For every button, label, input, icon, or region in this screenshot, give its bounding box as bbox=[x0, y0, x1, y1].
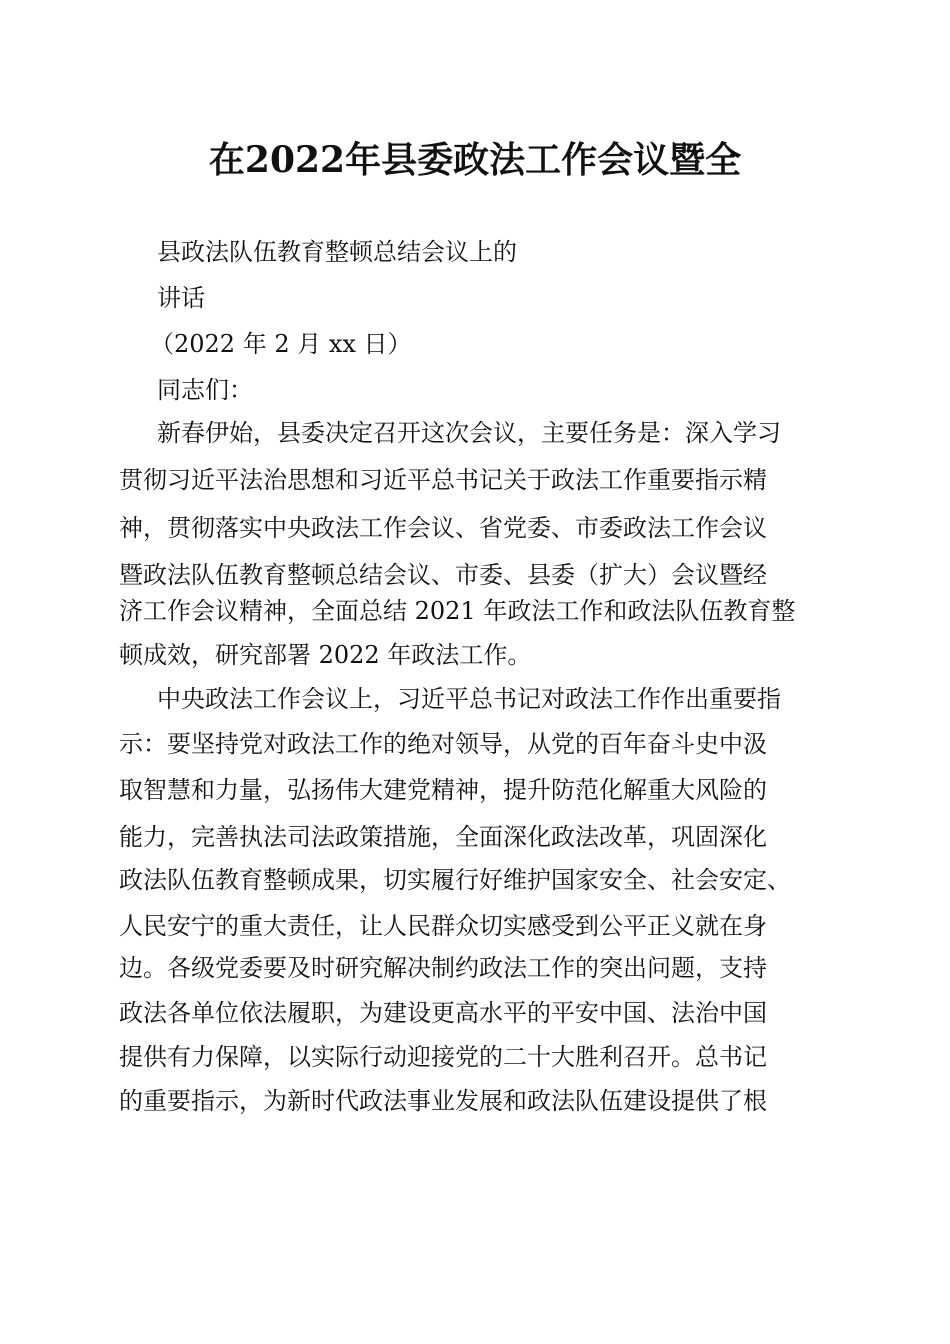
paragraph1-line: 神，贯彻落实中央政法工作会议、省党委、市委政法工作会议 bbox=[119, 514, 767, 542]
paragraph2-line: 边。各级党委要及时研究解决制约政法工作的突出问题，支持 bbox=[119, 954, 767, 982]
paragraph1-line: 济工作会议精神，全面总结 2021 年政法工作和政法队伍教育整 bbox=[119, 597, 796, 625]
paragraph2-line: 取智慧和力量，弘扬伟大建党精神，提升防范化解重大风险的 bbox=[119, 776, 767, 804]
subtitle-line-1: 县政法队伍教育整顿总结会议上的 bbox=[157, 238, 517, 266]
paragraph2-line: 能力，完善执法司法政策措施，全面深化政法改革，巩固深化 bbox=[119, 823, 767, 851]
paragraph1-line: 顿成效，研究部署 2022 年政法工作。 bbox=[119, 641, 532, 669]
document-title: 在2022年县委政法工作会议暨全 bbox=[208, 139, 742, 181]
paragraph1-line: 暨政法队伍教育整顿总结会议、市委、县委（扩大）会议暨经 bbox=[119, 561, 767, 589]
subtitle-line-2: 讲话 bbox=[157, 284, 205, 312]
paragraph2-line: 人民安宁的重大责任，让人民群众切实感受到公平正义就在身 bbox=[119, 912, 767, 940]
paragraph2-line: 政法队伍教育整顿成果，切实履行好维护国家安全、社会安定、 bbox=[119, 866, 791, 894]
paragraph2-line: 的重要指示，为新时代政法事业发展和政法队伍建设提供了根 bbox=[119, 1087, 767, 1115]
salutation: 同志们： bbox=[157, 376, 253, 404]
paragraph2-line: 政法各单位依法履职，为建设更高水平的平安中国、法治中国 bbox=[119, 999, 767, 1027]
paragraph2-line: 提供有力保障，以实际行动迎接党的二十大胜利召开。总书记 bbox=[119, 1043, 767, 1071]
paragraph2-line: 示：要坚持党对政法工作的绝对领导，从党的百年奋斗史中汲 bbox=[119, 730, 767, 758]
paragraph2-line: 中央政法工作会议上，习近平总书记对政法工作作出重要指 bbox=[157, 685, 781, 713]
speech-date: （2022 年 2 月 xx 日） bbox=[150, 330, 412, 358]
paragraph1-line: 新春伊始，县委决定召开这次会议，主要任务是：深入学习 bbox=[157, 419, 781, 447]
paragraph1-line: 贯彻习近平法治思想和习近平总书记关于政法工作重要指示精 bbox=[119, 466, 767, 494]
